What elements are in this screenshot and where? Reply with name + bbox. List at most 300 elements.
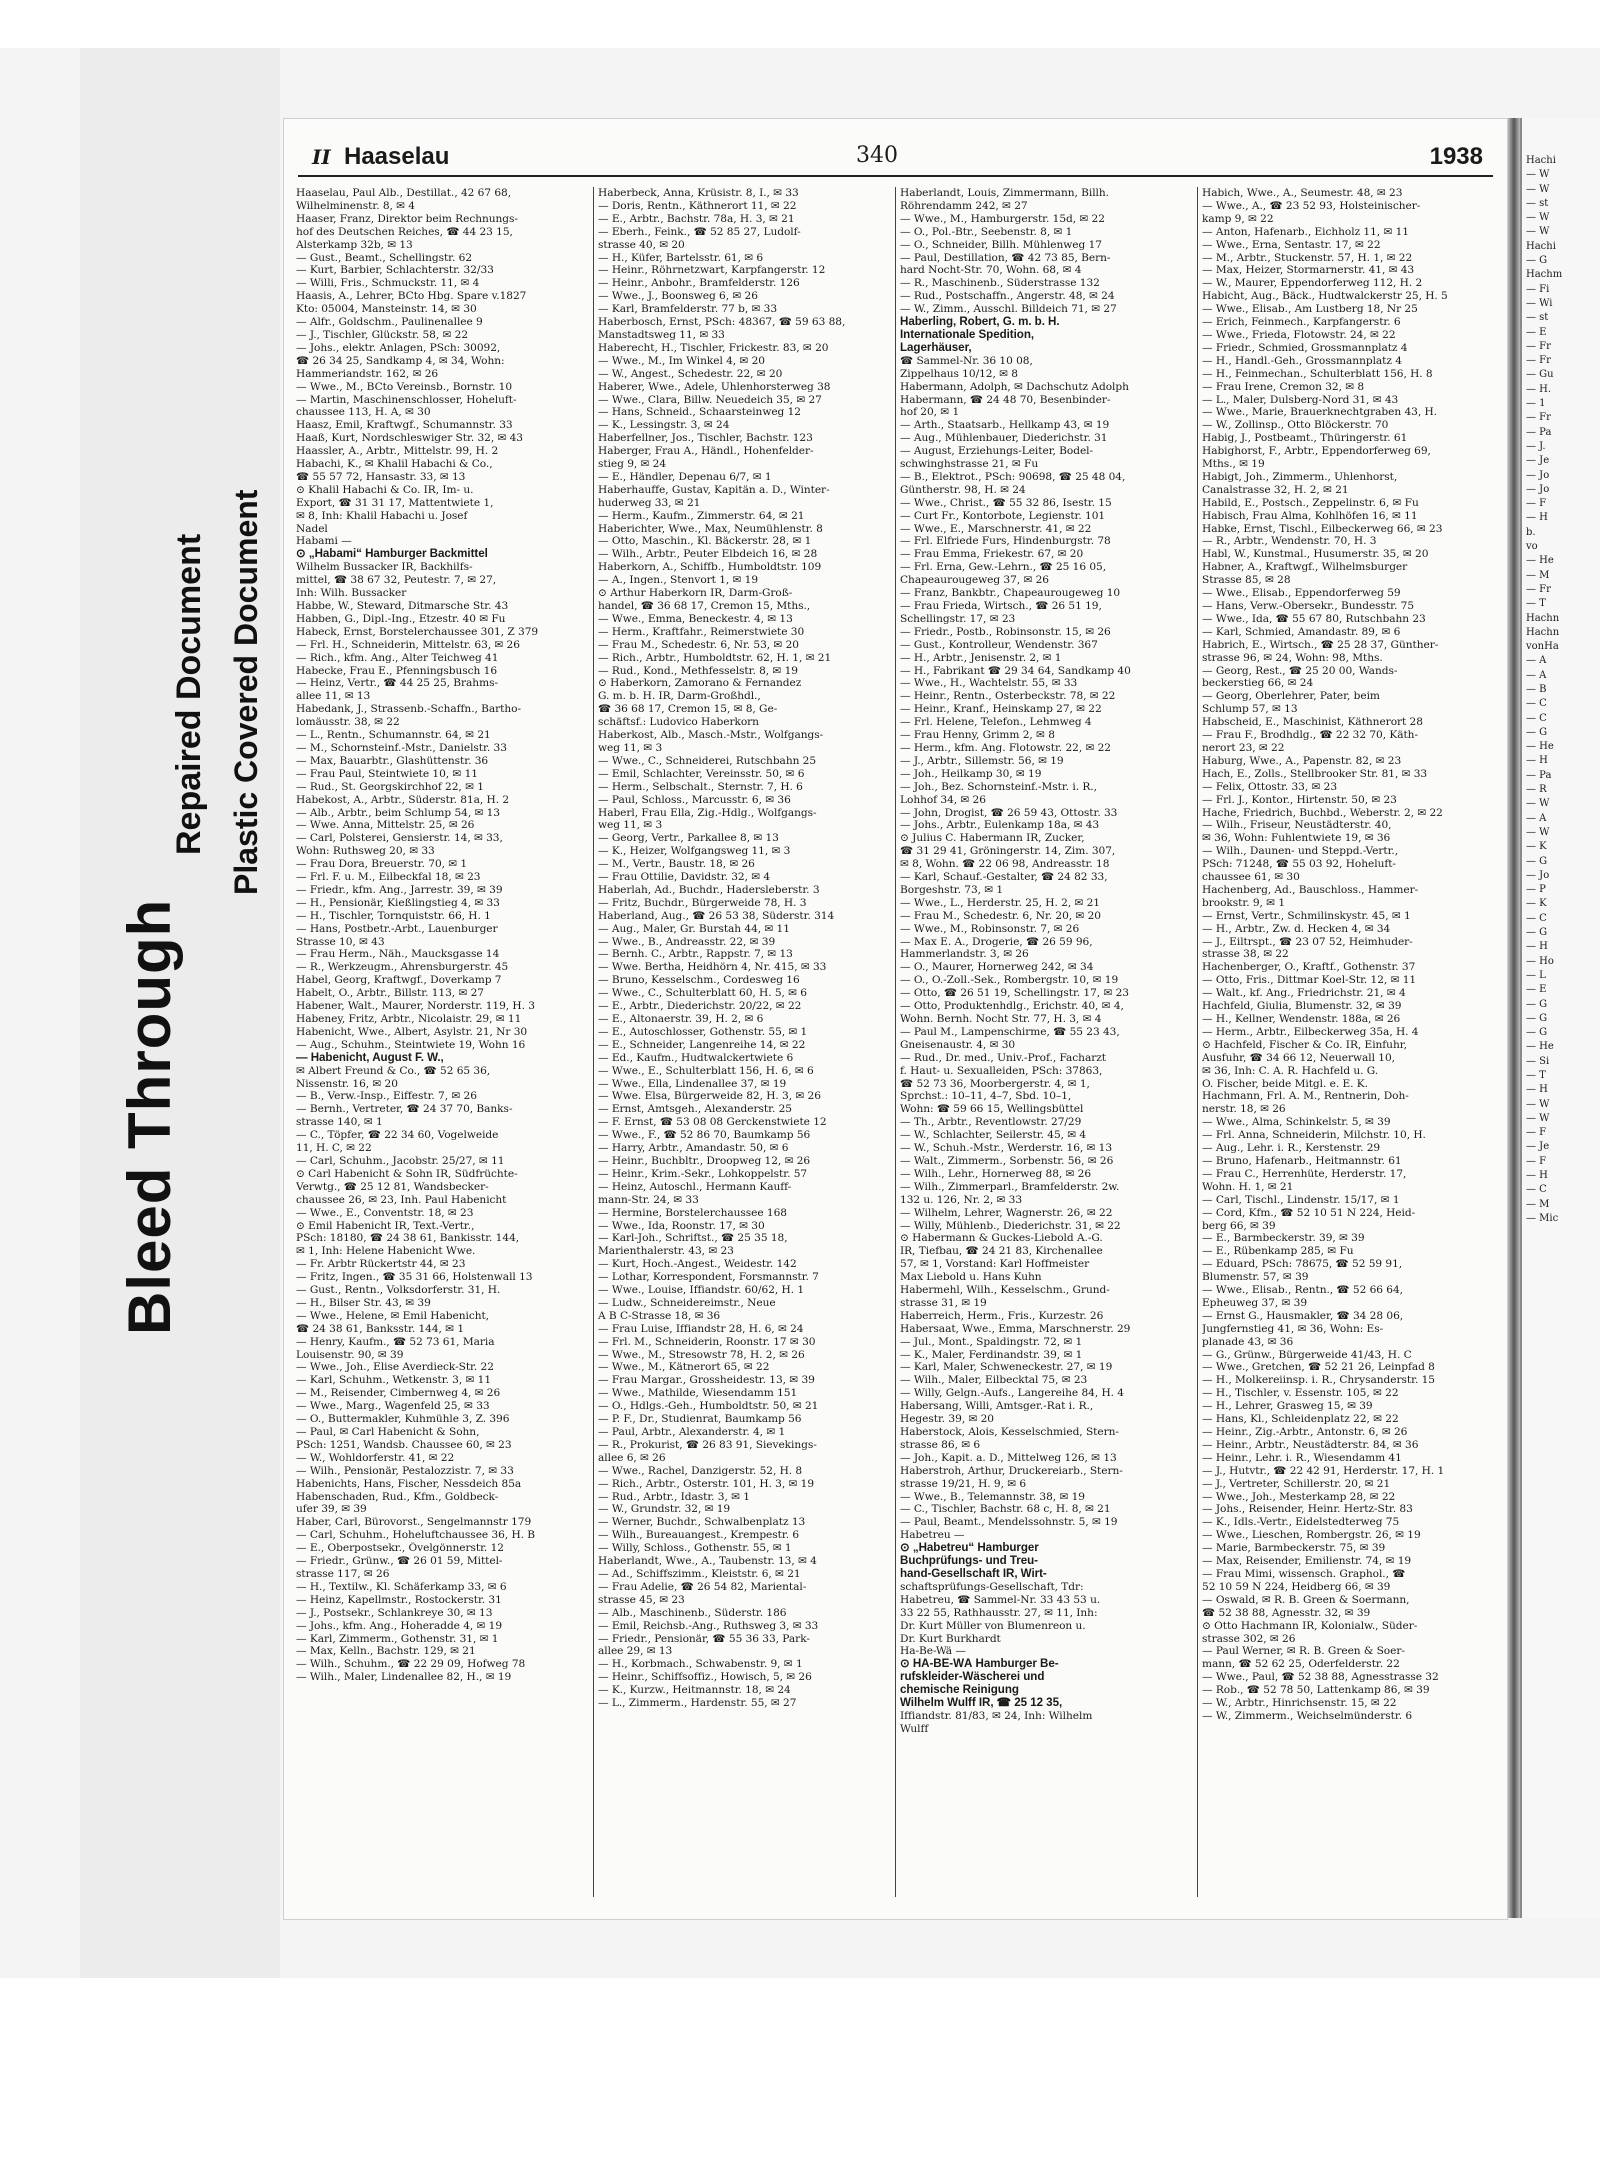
directory-entry: hard Nocht-Str. 70, Wohn. 68, ✉ 4 [900, 264, 1082, 277]
directory-entry: Haberbeck, Anna, Krüsistr. 8, I., ✉ 33 [598, 187, 799, 199]
directory-entry: — Erich, Feinmech., Karpfangerstr. 6 [1202, 316, 1401, 329]
directory-entry: — Walt., Zimmerm., Sorbenstr. 56, ✉ 26 [900, 1154, 1114, 1167]
directory-entry: — Gust., Rentn., Volksdorferstr. 31, H. [296, 1284, 501, 1297]
directory-entry: — Wilh., Daunen- und Steppd.-Vertr., [1202, 845, 1399, 858]
directory-entry: — Wwe., Ella, Lindenallee 37, ✉ 19 [598, 1077, 787, 1090]
directory-entry: — Heinz, Kapellmstr., Rostockerstr. 31 [296, 1593, 502, 1606]
directory-entry: — Wilh., Bureauangest., Krempestr. 6 [598, 1529, 800, 1542]
directory-entry: ☎ 31 29 41, Gröningerstr. 14, Zim. 307, [900, 845, 1116, 858]
directory-entry: — B., Verw.-Insp., Eiffestr. 7, ✉ 26 [296, 1090, 477, 1103]
directory-entry: — H., Pensionär, Kießlingstieg 4, ✉ 33 [296, 896, 500, 909]
directory-entry: — Georg, Rest., ☎ 25 20 00, Wands- [1202, 664, 1398, 677]
directory-entry: — H., Handl.-Geh., Grossmannplatz 4 [1202, 354, 1402, 367]
directory-entry: — E., Rübenkamp 285, ✉ Fu [1202, 1245, 1354, 1258]
directory-entry: — O., Pol.-Btr., Seebenstr. 8, ✉ 1 [900, 225, 1073, 238]
page-header [298, 143, 1493, 177]
directory-entry: — E., Händler, Depenau 6/7, ✉ 1 [598, 470, 772, 483]
next-page-line: vo [1526, 541, 1538, 553]
next-page-line: — G [1526, 855, 1548, 867]
directory-entry: — Paul, ✉ Carl Habenicht & Sohn, [296, 1426, 480, 1438]
next-page-line: — C [1526, 912, 1547, 924]
directory-entry: — Wwe., C., Schulterblatt 60, H. 5, ✉ 6 [598, 987, 807, 1000]
directory-entry: — P. F., Dr., Studienrat, Baumkamp 56 [598, 1413, 802, 1426]
directory-entry: — Lothar, Korrespondent, Forsmannstr. 7 [598, 1271, 819, 1284]
directory-entry: — Ludw., Schneidereimstr., Neue [598, 1296, 776, 1309]
directory-entry: — Heinr., Zig.-Arbtr., Antonstr. 6, ✉ 26 [1202, 1426, 1408, 1438]
directory-entry: strasse 96, ✉ 24, Wohn: 98, Mths. [1202, 651, 1383, 664]
directory-entry: — O., Buttermakler, Kuhmühle 3, Z. 396 [296, 1413, 510, 1426]
directory-entry: Habke, Ernst, Tischl., Eilbeckerweg 66, ✉ 23 [1202, 522, 1443, 535]
directory-entry: Wohn. Bernh. Nocht Str. 77, H. 3, ✉ 4 [900, 1013, 1102, 1025]
directory-entry: rufskleider-Wäscherei und [900, 1671, 1045, 1684]
directory-entry: — E., Arbtr., Diederichstr. 20/22, ✉ 22 [598, 1000, 802, 1013]
directory-column-1 [296, 187, 586, 1902]
directory-entry: ☎ Sammel-Nr. 36 10 08, [900, 354, 1033, 367]
directory-entry: — Kurt, Hoch.-Angest., Weidestr. 142 [598, 1258, 797, 1271]
directory-entry: hof 20, ✉ 1 [900, 406, 960, 419]
next-page-line: vonHa [1526, 641, 1559, 653]
directory-entry: — Martin, Maschinenschlosser, Hoheluft- [296, 393, 517, 406]
directory-entry: Borgeshstr. 73, ✉ 1 [900, 883, 1004, 896]
directory-entry: — Karl, Schauf.-Gestalter, ☎ 24 82 33, [900, 871, 1108, 884]
directory-entry: Habetreu — [900, 1529, 965, 1542]
directory-entry: — Rud., St. Georgskirchhof 22, ✉ 1 [296, 780, 484, 793]
directory-entry: — H., Feinmechan., Schulterblatt 156, H. 8 [1202, 367, 1433, 380]
directory-entry: — Aug., Maler, Gr. Burstah 44, ✉ 11 [598, 922, 790, 935]
directory-entry: Nissenstr. 16, ✉ 20 [296, 1077, 398, 1090]
directory-entry: — Wwe., F., ☎ 52 86 70, Baumkamp 56 [598, 1129, 811, 1142]
directory-entry: — O., O.-Zoll.-Sek., Rombergstr. 10, ✉ 19 [900, 974, 1119, 987]
directory-entry: — Alb., Arbtr., beim Schlump 54, ✉ 13 [296, 806, 500, 819]
directory-entry: ☎ 52 73 36, Moorbergerstr. 4, ✉ 1, [900, 1077, 1090, 1090]
directory-entry: — Karl, Schuhm., Wetkenstr. 3, ✉ 11 [296, 1374, 492, 1387]
next-page-edge [1520, 118, 1600, 1918]
directory-entry: Habich, Wwe., A., Seumestr. 48, ✉ 23 [1202, 187, 1403, 199]
directory-entry: — Heinr., Schiffsoffiz., Howisch, 5, ✉ 26 [598, 1671, 812, 1684]
directory-entry: — K., Heizer, Wolfgangsweg 11, ✉ 3 [598, 845, 791, 858]
next-page-line: — M [1526, 1198, 1550, 1210]
next-page-line: — A [1526, 812, 1547, 824]
directory-entry: — Wwe. Elsa, Bürgerweide 82, H. 3, ✉ 26 [598, 1090, 821, 1103]
directory-entry: Habersang, Willi, Amtsger.-Rat i. R., [900, 1400, 1094, 1413]
directory-entry: — H., Arbtr., Jenisenstr. 2, ✉ 1 [900, 651, 1062, 664]
directory-entry: weg 11, ✉ 3 [598, 819, 663, 832]
directory-entry: — R., Prokurist, ☎ 26 83 91, Sievekings- [598, 1438, 817, 1451]
directory-entry: — Heinr., Rentn., Osterbeckstr. 78, ✉ 22 [900, 690, 1116, 703]
directory-entry: — A., Ingen., Stenvort 1, ✉ 19 [598, 574, 759, 587]
directory-entry: — Frau Adelie, ☎ 26 54 82, Mariental- [598, 1580, 807, 1593]
directory-entry: ⊙ Habermann & Guckes-Liebold A.-G. [900, 1232, 1103, 1245]
directory-entry: f. Haut- u. Sexualleiden, PSch: 37863, [900, 1064, 1103, 1077]
directory-entry: — Wwe., H., Wachtelstr. 55, ✉ 33 [900, 677, 1078, 690]
directory-entry: — Otto, Fris., Dittmar Koel-Str. 12, ✉ 11 [1202, 974, 1417, 987]
directory-entry: Haberichter, Wwe., Max, Neumühlenstr. 8 [598, 522, 823, 535]
directory-entry: Hegestr. 39, ✉ 20 [900, 1413, 994, 1426]
directory-entry: — Wwe., Elisab., Rentn., ☎ 52 66 64, [1202, 1284, 1403, 1297]
directory-entry: — Johs., kfm. Ang., Hoheradde 4, ✉ 19 [296, 1619, 503, 1632]
directory-entry: — Joh., Kapit. a. D., Mittelweg 126, ✉ 13 [900, 1451, 1117, 1464]
directory-entry: — L., Zimmerm., Hardenstr. 55, ✉ 27 [598, 1697, 797, 1710]
directory-entry: Habner, A., Kraftwgf., Wilhelmsburger [1202, 561, 1408, 574]
directory-entry: berg 66, ✉ 39 [1202, 1219, 1276, 1232]
next-page-line: — st [1526, 197, 1549, 209]
directory-entry: — Kurt, Barbier, Schlachterstr. 32/33 [296, 264, 494, 277]
directory-entry: — W., Schlachter, Seilerstr. 45, ✉ 4 [900, 1129, 1087, 1142]
page-number: 340 [856, 143, 898, 168]
directory-entry: — Wwe., M., Stresowstr 78, H. 2, ✉ 26 [598, 1348, 805, 1361]
directory-entry: — Aug., Schuhm., Steintwiete 19, Wohn 16 [296, 1038, 526, 1051]
next-page-line: — F [1526, 1127, 1547, 1139]
directory-entry: Haberger, Frau A., Händl., Hohenfelder- [598, 445, 814, 458]
directory-entry: — W., Angest., Schedestr. 22, ✉ 20 [598, 367, 783, 380]
directory-entry: Wohn: ☎ 59 66 15, Wellingsbüttel [900, 1103, 1084, 1116]
directory-entry: PSch: 1251, Wandsb. Chaussee 60, ✉ 23 [296, 1438, 512, 1451]
next-page-line: — C [1526, 698, 1547, 710]
directory-entry: Haasis, A., Lehrer, BCto Hbg. Spare v.1827 [296, 290, 527, 303]
directory-entry: Verwtg., ☎ 25 12 81, Wandsbecker- [296, 1180, 489, 1193]
directory-entry: — Wwe., A., ☎ 23 52 93, Holsteinischer- [1202, 199, 1421, 212]
next-page-line: — T [1526, 598, 1546, 610]
directory-entry: IR, Tiefbau, ☎ 24 21 83, Kirchenallee [900, 1245, 1103, 1258]
directory-entry: — Karl, Bramfelderstr. 77 b, ✉ 33 [598, 303, 778, 316]
directory-entry: — Wwe., Emma, Beneckestr. 4, ✉ 13 [598, 612, 793, 625]
directory-entry: Haberreich, Herm., Fris., Kurzestr. 26 [900, 1309, 1104, 1322]
directory-entry: — Max, Kelln., Bachstr. 129, ✉ 21 [296, 1645, 476, 1658]
directory-entry: Ausfuhr, ☎ 34 66 12, Neuerwall 10, [1202, 1051, 1395, 1064]
directory-entry: 33 22 55, Rathhausstr. 27, ✉ 11, Inh: [900, 1606, 1098, 1619]
directory-entry: Internationale Spedition, [900, 328, 1035, 341]
directory-entry: — Heinr., Anbohr., Bramfelderstr. 126 [598, 277, 800, 290]
directory-entry: — Max, Reisender, Emilienstr. 74, ✉ 19 [1202, 1555, 1412, 1568]
directory-entry: — Oswald, ✉ R. B. Green & Soermann, [1202, 1593, 1410, 1606]
directory-entry: Alsterkamp 32b, ✉ 13 [296, 238, 413, 251]
next-page-line: — G [1526, 927, 1548, 939]
next-page-line: — Si [1526, 1055, 1550, 1067]
directory-entry: — Heinr., Lehr. i. R., Wiesendamm 41 [1202, 1451, 1402, 1464]
directory-entry: — Willy, Schloss., Gothenstr. 55, ✉ 1 [598, 1542, 792, 1555]
directory-entry: Hache, Friedrich, Buchbd., Weberstr. 2, ✉ 22 [1202, 806, 1443, 819]
directory-entry: ✉ 36, Wohn: Fuhlentwiete 19, ✉ 36 [1202, 832, 1391, 845]
directory-entry: — Ad., Schiffszimm., Kleiststr. 6, ✉ 21 [598, 1567, 801, 1580]
next-page-line: — He [1526, 1041, 1554, 1053]
directory-entry: — O., Maurer, Hornerweg 242, ✉ 34 [900, 961, 1094, 974]
directory-entry: — Wwe. Bertha, Heidhörn 4, Nr. 415, ✉ 33 [598, 961, 827, 974]
directory-entry: Iffiandstr. 81/83, ✉ 24, Inh: Wilhelm [900, 1709, 1093, 1722]
directory-entry: Wulff [900, 1722, 929, 1735]
directory-entry: — Rich., kfm. Ang., Alter Teichweg 41 [296, 651, 499, 664]
directory-entry: — Herm., Arbtr., Eilbeckerweg 35a, H. 4 [1202, 1025, 1419, 1038]
directory-entry: — Hans, Kl., Schleidenplatz 22, ✉ 22 [1202, 1413, 1399, 1426]
directory-entry: Strasse 85, ✉ 28 [1202, 574, 1291, 587]
directory-entry: ☎ 55 57 72, Hansastr. 33, ✉ 13 [296, 470, 466, 483]
directory-column-3 [900, 187, 1190, 1902]
directory-entry: — Friedr., Grünw., ☎ 26 01 59, Mittel- [296, 1555, 503, 1568]
next-page-line: — R [1526, 784, 1547, 796]
directory-entry: Hachenberg, Ad., Bauschloss., Hammer- [1202, 883, 1419, 896]
directory-entry: Hammerlandstr. 3, ✉ 26 [900, 948, 1029, 961]
directory-entry: — Wwe., M., Im Winkel 4, ✉ 20 [598, 354, 765, 367]
directory-entry: — Joh., Bez. Schornsteinf.-Mstr. i. R., [900, 780, 1097, 793]
directory-entry: — Frl. J., Kontor., Hirtenstr. 50, ✉ 23 [1202, 793, 1397, 806]
next-page-line: — T [1526, 1070, 1546, 1081]
directory-entry: Haberkorn, A., Schiffb., Humboldtstr. 109 [598, 561, 822, 574]
directory-entry: Röhrendamm 242, ✉ 27 [900, 199, 1028, 212]
directory-entry: — Doris, Rentn., Käthnerort 11, ✉ 22 [598, 199, 797, 212]
next-page-line: — Gu [1526, 369, 1554, 381]
directory-entry: ⊙ HA-BE-WÄ Hamburger Be- [900, 1658, 1059, 1671]
directory-entry: — Franz, Bankbtr., Chapeaurougeweg 10 [900, 587, 1121, 600]
directory-column-2 [598, 187, 888, 1902]
directory-entry: — Frl. Elfriede Furs, Hindenburgstr. 78 [900, 535, 1111, 548]
next-page-line: — Fi [1526, 283, 1550, 295]
directory-entry: — John, Drogist, ☎ 26 59 43, Ottostr. 33 [900, 806, 1118, 819]
directory-entry: — Hermine, Borstelerchaussee 168 [598, 1206, 787, 1219]
directory-entry: — Frl. Helene, Telefon., Lehmweg 4 [900, 716, 1092, 729]
directory-entry: schaftsprüfungs-Gesellschaft, Tdr: [900, 1580, 1084, 1593]
next-page-line: — Fr [1526, 412, 1551, 424]
directory-entry: — Carl, Schuhm., Hoheluftchaussee 36, H. B [296, 1529, 536, 1542]
next-page-line: — He [1526, 741, 1554, 753]
directory-entry: 57, ✉ 1, Vorstand: Karl Hoffmeister [900, 1258, 1090, 1271]
directory-entry: — R., Arbtr., Wendenstr. 70, H. 3 [1202, 535, 1377, 548]
directory-entry: — Heinz, Autoschl., Hermann Kauff- [598, 1180, 792, 1193]
directory-entry: — E., Autoschlosser, Gothenstr. 55, ✉ 1 [598, 1025, 808, 1038]
directory-entry: — Paul, Arbtr., Alexanderstr. 4, ✉ 1 [598, 1426, 786, 1438]
next-page-line: — P [1526, 884, 1546, 896]
next-page-line: — H [1526, 512, 1548, 524]
directory-entry: — Frau Henny, Grimm 2, ✉ 8 [900, 729, 1055, 742]
directory-entry: — Alb., Maschinenb., Süderstr. 186 [598, 1606, 787, 1619]
directory-entry: — Frl. H., Schneiderin, Mittelstr. 63, ✉ 26 [296, 638, 520, 651]
directory-entry: kamp 9, ✉ 22 [1202, 212, 1274, 225]
directory-entry: Wohn: Ruthsweg 20, ✉ 33 [296, 845, 435, 858]
column-rule [593, 187, 594, 1897]
directory-entry: strasse 31, ✉ 19 [900, 1296, 987, 1309]
next-page-line: — Fr [1526, 583, 1551, 595]
directory-entry: schwinghstrasse 21, ✉ Fu [900, 458, 1039, 471]
directory-entry: — Wwe., B., Andreasstr. 22, ✉ 39 [598, 935, 776, 948]
directory-entry: — Herm., kfm. Ang. Flotowstr. 22, ✉ 22 [900, 741, 1111, 754]
directory-entry: — Wilh., Maler, Lindenallee 82, H., ✉ 19 [296, 1671, 512, 1684]
next-page-line: — G [1526, 998, 1548, 1010]
next-page-line: — Fr [1526, 355, 1551, 367]
next-page-line: — Ho [1526, 955, 1554, 967]
directory-entry: — Frau Dora, Breuerstr. 70, ✉ 1 [296, 858, 468, 871]
directory-entry: — Wwe., Elisab., Eppendorferweg 59 [1202, 587, 1401, 600]
directory-entry: — Heinr., Röhrnetzwart, Karpfangerstr. 12 [598, 264, 826, 277]
directory-entry: Habermann, ☎ 24 48 70, Besenbinder- [900, 393, 1111, 406]
directory-entry: — Wwe., B., Telemannstr. 38, ✉ 19 [900, 1490, 1085, 1503]
directory-entry: — Heinr., Krim.-Sekr., Lohkoppelstr. 57 [598, 1167, 808, 1180]
directory-entry: — J., Eiltrspt., ☎ 23 07 52, Heimhuder- [1202, 935, 1413, 948]
directory-entry: — Wwe., Helene, ✉ Emil Habenicht, [296, 1309, 489, 1322]
directory-entry: Habig, J., Postbeamt., Thüringerstr. 61 [1202, 432, 1408, 445]
directory-entry: — Willy, Gelgn.-Aufs., Langereihe 84, H. 4 [900, 1387, 1124, 1400]
directory-entry: Habeney, Fritz, Arbtr., Nicolaistr. 29, ✉ 11 [296, 1013, 522, 1025]
directory-entry: — Wwe., C., Schneiderei, Rutschbahn 25 [598, 754, 817, 767]
directory-entry: Dr. Kurt Burkhardt [900, 1632, 1001, 1645]
next-page-line: — J. [1526, 440, 1546, 452]
directory-entry: strasse 19/21, H. 9, ✉ 6 [900, 1477, 1027, 1490]
directory-entry: allee 6, ✉ 26 [598, 1451, 666, 1464]
directory-entry: Habild, E., Postsch., Zeppelinstr. 6, ✉ Fu [1202, 496, 1419, 509]
directory-entry: Habel, Georg, Kraftwgf., Doverkamp 7 [296, 974, 502, 987]
directory-entry: Gneisenaustr. 4, ✉ 30 [900, 1038, 1016, 1051]
directory-entry: — Eberh., Feink., ☎ 52 85 27, Ludolf- [598, 225, 801, 238]
directory-entry: Schellingstr. 17, ✉ 23 [900, 612, 1016, 625]
directory-entry: Haaser, Franz, Direktor beim Rechnungs- [296, 212, 518, 225]
directory-entry: Export, ☎ 31 31 17, Mattentwiete 1, [296, 496, 494, 509]
directory-entry: — Wwe., Rachel, Danzigerstr. 52, H. 8 [598, 1464, 803, 1477]
directory-entry: — Arth., Staatsarb., Hellkamp 43, ✉ 19 [900, 419, 1110, 432]
directory-entry: ⊙ Arthur Haberkorn IR, Darm-Groß- [598, 587, 793, 600]
directory-entry: — C., Töpfer, ☎ 22 34 60, Vogelweide [296, 1129, 499, 1142]
next-page-line: — F [1526, 498, 1547, 510]
directory-entry: Hachmann, Frl. A. M., Rentnerin, Doh- [1202, 1090, 1409, 1103]
directory-entry: Haberlah, Ad., Buchdr., Hadersleberstr. 3 [598, 883, 820, 896]
directory-entry: — H., Lehrer, Grasweg 15, ✉ 39 [1202, 1400, 1373, 1413]
directory-entry: — W., Schuh.-Mstr., Werderstr. 16, ✉ 13 [900, 1142, 1113, 1155]
directory-entry: Kto: 05004, Mansteinstr. 14, ✉ 30 [296, 303, 477, 316]
next-page-line: — W [1526, 226, 1550, 238]
directory-entry: Hammeriandstr. 162, ✉ 26 [296, 367, 439, 380]
directory-entry: Haaß, Kurt, Nordschleswiger Str. 32, ✉ 43 [296, 432, 523, 445]
next-page-line: b. [1526, 526, 1536, 538]
directory-entry: Habami — [296, 535, 352, 548]
directory-entry: — Wwe. Anna, Mittelstr. 25, ✉ 26 [296, 819, 475, 832]
directory-entry: Habelt, O., Arbtr., Billstr. 113, ✉ 27 [296, 987, 484, 1000]
directory-entry: — Wwe., M., Kätnerort 65, ✉ 22 [598, 1361, 770, 1374]
directory-entry: — Eduard, PSch: 78675, ☎ 52 59 91, [1202, 1258, 1403, 1271]
next-page-line: — G [1526, 255, 1548, 267]
directory-entry: Habersaat, Wwe., Emma, Marschnerstr. 29 [900, 1322, 1131, 1335]
directory-entry: — Wwe., Ida, ☎ 55 67 80, Rutschbahn 23 [1202, 612, 1426, 625]
directory-entry: — Heinr., Arbtr., Neustädterstr. 84, ✉ 36 [1202, 1438, 1419, 1451]
directory-entry: PSch: 18180, ☎ 24 38 61, Bankisstr. 144, [296, 1232, 520, 1245]
next-page-line: — G [1526, 726, 1548, 738]
directory-entry: — H., Küfer, Bartelsstr. 61, ✉ 6 [598, 251, 764, 264]
directory-entry: — H., Bilser Str. 43, ✉ 39 [296, 1296, 431, 1309]
directory-entry: — Frau Mimi, wissensch. Graphol., ☎ [1202, 1567, 1406, 1580]
directory-entry: — Johs., elektr. Anlagen, PSch: 30092, [296, 341, 501, 354]
directory-entry: strasse 40, ✉ 20 [598, 238, 685, 251]
volume-numeral: II [312, 145, 331, 169]
directory-entry: — B., Elektrot., PSch: 90698, ☎ 25 48 04, [900, 470, 1126, 483]
directory-entry: — Karl, Schmied, Amandastr. 89, ✉ 6 [1202, 625, 1401, 638]
directory-entry: Habighorst, F., Arbtr., Eppendorferweg 69, [1202, 445, 1431, 458]
directory-entry: — Bruno, Hafenarb., Heitmannstr. 61 [1202, 1154, 1402, 1167]
directory-entry: Haber, Carl, Bürovorst., Sengelmannstr 179 [296, 1516, 532, 1529]
directory-entry: Habben, G., Dipl.-Ing., Etzestr. 40 ✉ Fu [296, 612, 506, 625]
directory-entry: Haberlandt, Louis, Zimmermann, Billh. [900, 187, 1109, 199]
directory-entry: — Karl, Maler, Schweneckestr. 27, ✉ 19 [900, 1361, 1113, 1374]
directory-entry: — Carl, Schuhm., Jacobstr. 25/27, ✉ 11 [296, 1154, 505, 1167]
directory-entry: Güntherstr. 98, H. ✉ 24 [900, 483, 1026, 496]
directory-entry: — W., Zollinsp., Otto Blöckerstr. 70 [1202, 419, 1389, 432]
directory-entry: — Heinz, Vertr., ☎ 44 25 25, Brahms- [296, 677, 498, 690]
directory-entry: — Wwe., M., Robinsonstr. 7, ✉ 26 [900, 922, 1080, 935]
repaired-document-label: Repaired Document [170, 533, 208, 855]
directory-entry: Nadel [296, 522, 328, 535]
next-page-line: — B [1526, 683, 1547, 695]
directory-entry: — Fr. Arbtr Rückertstr 44, ✉ 23 [296, 1258, 466, 1271]
directory-entry: hof des Deutschen Reiches, ☎ 44 23 15, [296, 225, 513, 238]
directory-entry: Haberstock, Alois, Kesselschmied, Stern- [900, 1426, 1119, 1438]
directory-entry: — Georg, Vertr., Parkallee 8, ✉ 13 [598, 832, 779, 845]
directory-entry: ☎ 24 38 61, Banksstr. 144, ✉ 1 [296, 1322, 465, 1335]
directory-entry: 11, H. C, ✉ 22 [296, 1142, 372, 1155]
directory-entry: chaussee 113, H. A, ✉ 30 [296, 406, 431, 419]
directory-entry: Haburg, Wwe., A., Papenstr. 82, ✉ 23 [1202, 754, 1402, 767]
directory-entry: — W., Zimm., Ausschl. Billdeich 71, ✉ 27 [900, 303, 1117, 316]
directory-entry: Haberl, Frau Ella, Zig.-Hdlg., Wolfgangs- [598, 806, 817, 819]
directory-entry: — Frau F., Brodhdlg., ☎ 22 32 70, Käth- [1202, 729, 1418, 742]
directory-entry: — Rich., Arbtr., Humboldtstr. 62, H. 1, ✉ 21 [598, 651, 832, 664]
directory-entry: — Jul., Mont., Spaldingstr. 72, ✉ 1 [900, 1335, 1083, 1348]
next-page-line: — F [1526, 1155, 1547, 1167]
directory-entry: — H., Fabrikant ☎ 29 34 64, Sandkamp 40 [900, 664, 1131, 677]
directory-entry: — Rud., Dr. med., Univ.-Prof., Facharzt [900, 1051, 1106, 1064]
directory-entry: G. m. b. H. IR, Darm-Großhdl., [598, 690, 761, 703]
directory-entry: — H., Molkereiinsp. i. R., Chrysanderstr. 15 [1202, 1374, 1435, 1387]
directory-entry: — Herm., Selbschalt., Sternstr. 7, H. 6 [598, 780, 803, 793]
directory-entry: ⊙ Haberkorn, Zamorano & Fernandez [598, 677, 802, 690]
next-page-line: — W [1526, 169, 1550, 181]
directory-entry: ⊙ Carl Habenicht & Sohn IR, Südfrüchte- [296, 1167, 518, 1180]
directory-entry: — Rud., Kond., Methfesselstr. 8, ✉ 19 [598, 664, 798, 677]
directory-entry: — Frau Frieda, Wirtsch., ☎ 26 51 19, [900, 600, 1102, 612]
directory-entry: — Wwe., Louise, Iffiandstr. 60/62, H. 1 [598, 1284, 805, 1297]
next-page-line: — H [1526, 755, 1548, 767]
directory-entry: — Harry, Arbtr., Amandastr. 50, ✉ 6 [598, 1142, 789, 1155]
next-page-line: — Jo [1526, 469, 1550, 481]
directory-entry: Habbe, W., Steward, Ditmarsche Str. 43 [296, 600, 509, 612]
directory-entry: — Frl. F. u. M., Eilbeckfal 18, ✉ 23 [296, 871, 481, 884]
directory-entry: — Alfr., Goldschm., Paulinenallee 9 [296, 316, 483, 329]
next-page-line: — C [1526, 712, 1547, 724]
directory-entry: ⊙ Otto Hachmann IR, Kolonialw., Süder- [1202, 1619, 1418, 1632]
next-page-line: — He [1526, 555, 1554, 567]
directory-entry: — Cord, Kfm., ☎ 52 10 51 N 224, Heid- [1202, 1206, 1416, 1219]
directory-entry: Haberling, Robert, G. m. b. H. [900, 316, 1060, 329]
directory-entry: — Wwe., M., Hamburgerstr. 15d, ✉ 22 [900, 212, 1105, 225]
directory-entry: — Herm., Kraftfahr., Reimerstwiete 30 [598, 625, 805, 638]
directory-entry: — Wwe., Elisab., Am Lustberg 18, Nr 25 [1202, 303, 1418, 316]
directory-entry: weg 11, ✉ 3 [598, 741, 663, 754]
directory-entry: Lagerhäuser, [900, 341, 972, 354]
directory-entry: — Rob., ☎ 52 78 50, Lattenkamp 86, ✉ 39 [1202, 1684, 1430, 1697]
directory-entry: — Friedr., kfm. Ang., Jarrestr. 39, ✉ 39 [296, 883, 503, 896]
directory-entry: — G., Grünw., Bürgerweide 41/43, H. C [1202, 1348, 1412, 1361]
next-page-line: — W [1526, 798, 1550, 810]
directory-entry: — Paul, Schloss., Marcusstr. 6, ✉ 36 [598, 793, 791, 806]
directory-entry: — W., Grundstr. 32, ✉ 19 [598, 1503, 731, 1516]
directory-entry: — Willy, Mühlenb., Diederichstr. 31, ✉ 22 [900, 1219, 1121, 1232]
directory-entry: Hachfeld, Giulia, Blumenstr. 32, ✉ 39 [1202, 1000, 1402, 1013]
directory-entry: — E., Oberpostsekr., Övelgönnerstr. 12 [296, 1542, 504, 1555]
directory-entry: — Wilhelm, Lehrer, Wagnerstr. 26, ✉ 22 [900, 1206, 1113, 1219]
directory-entry: strasse 38, ✉ 22 [1202, 948, 1289, 961]
directory-entry: — L., Maler, Dulsberg-Nord 31, ✉ 43 [1202, 393, 1399, 406]
directory-entry: Sprchst.: 10–11, 4–7, Sbd. 10–1, [900, 1090, 1072, 1103]
directory-entry: — Frau C., Herrenhüte, Herderstr. 17, [1202, 1167, 1407, 1180]
directory-entry: Max Liebold u. Hans Kuhn [900, 1271, 1042, 1284]
directory-entry: ☎ 36 68 17, Cremon 15, ✉ 8, Ge- [598, 703, 778, 716]
next-page-line: — G [1526, 1027, 1548, 1039]
directory-entry: — Wwe., Alma, Schinkelstr. 5, ✉ 39 [1202, 1116, 1391, 1129]
directory-entry: ⊙ Julius C. Habermann IR, Zucker, [900, 832, 1085, 845]
directory-entry: Haberstroh, Arthur, Druckereiarb., Stern- [900, 1464, 1123, 1477]
